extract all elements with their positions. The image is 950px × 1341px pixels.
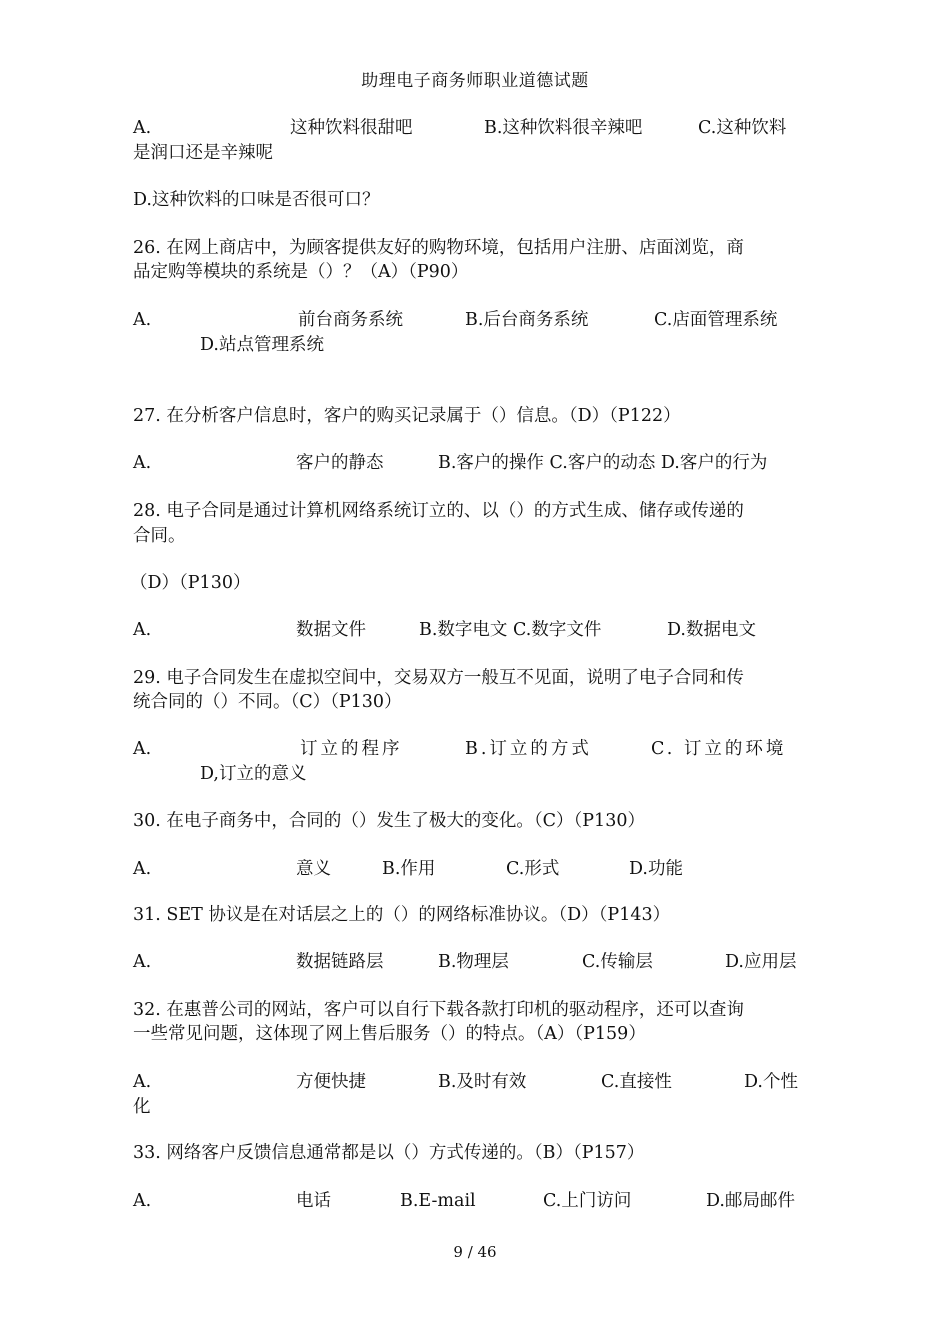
option-b: B.物理层	[438, 952, 509, 972]
option-c: C.上门访问	[543, 1191, 632, 1211]
option-a-label: A.	[133, 453, 152, 473]
option-d: D.邮局邮件	[706, 1191, 795, 1211]
option-wrap-line: 是润口还是辛辣呢	[133, 143, 273, 163]
question-26-line-2: 品定购等模块的系统是（）？（A）（P90）	[133, 262, 469, 282]
option-a: 电话	[296, 1191, 331, 1211]
option-a: 前台商务系统	[298, 310, 403, 330]
page-separator: /	[462, 1243, 478, 1261]
option-d: D.个性	[744, 1072, 798, 1092]
option-wrap-line: 化	[133, 1097, 151, 1117]
question-28-line-1: 28. 电子合同是通过计算机网络系统订立的、以（）的方式生成、储存或传递的	[133, 501, 744, 521]
question-29-line-1: 29. 电子合同发生在虚拟空间中，交易双方一般互不见面，说明了电子合同和传	[133, 668, 744, 688]
page-header: 助理电子商务师职业道德试题	[361, 71, 589, 91]
option-a: 这种饮料很甜吧	[290, 118, 413, 138]
question-30-line-1: 30. 在电子商务中，合同的（）发生了极大的变化。（C）（P130）	[133, 811, 645, 831]
question-27-line-1: 27. 在分析客户信息时，客户的购买记录属于（）信息。（D）（P122）	[133, 406, 681, 426]
option-a-label: A.	[133, 952, 152, 972]
question-32-line-2: 一些常见问题，这体现了网上售后服务（）的特点。（A）（P159）	[133, 1024, 646, 1044]
question-31-line-1: 31. SET 协议是在对话层之上的（）的网络标准协议。（D）（P143）	[133, 905, 671, 925]
option-c: C. 订立的环境	[651, 739, 787, 759]
option-a-label: A.	[133, 620, 152, 640]
option-a-label: A.	[133, 1072, 152, 1092]
option-c: C.店面管理系统	[654, 310, 778, 330]
option-a: 数据链路层	[296, 952, 384, 972]
option-bcd: B.客户的操作 C.客户的动态 D.客户的行为	[438, 453, 768, 473]
option-d: D.功能	[629, 859, 683, 879]
option-d: D.数据电文	[667, 620, 756, 640]
option-b: B.及时有效	[438, 1072, 527, 1092]
option-a-label: A.	[133, 739, 152, 759]
option-c: C.传输层	[582, 952, 653, 972]
option-a-label: A.	[133, 1191, 152, 1211]
page-current: 9	[453, 1243, 463, 1261]
option-d: D.站点管理系统	[200, 335, 324, 355]
option-b: B.这种饮料很辛辣吧	[484, 118, 643, 138]
option-a: 方便快捷	[296, 1072, 366, 1092]
option-d: D.应用层	[725, 952, 797, 972]
option-a-label: A.	[133, 859, 152, 879]
option-c: C.直接性	[601, 1072, 672, 1092]
option-b: B.作用	[382, 859, 436, 879]
question-33-line-1: 33. 网络客户反馈信息通常都是以（）方式传递的。（B）（P157）	[133, 1143, 645, 1163]
answer-line: （D）（P130）	[130, 573, 251, 593]
option-b: B.后台商务系统	[465, 310, 589, 330]
page-total: 46	[477, 1243, 497, 1261]
option-d: D,订立的意义	[200, 764, 307, 784]
option-a: 意义	[296, 859, 331, 879]
option-d-line: D.这种饮料的口味是否很可口？	[133, 190, 380, 210]
option-a-label: A.	[133, 310, 152, 330]
option-bc: B.数字电文 C.数字文件	[419, 620, 602, 640]
option-c: C.这种饮料	[698, 118, 787, 138]
question-28-line-2: 合同。	[133, 526, 186, 546]
option-b: B.订立的方式	[465, 739, 592, 759]
option-a: 订立的程序	[300, 739, 403, 759]
question-26-line-1: 26. 在网上商店中，为顾客提供友好的购物环境，包括用户注册、店面浏览，商	[133, 238, 744, 258]
question-32-line-1: 32. 在惠普公司的网站，客户可以自行下载各款打印机的驱动程序，还可以查询	[133, 1000, 744, 1020]
option-a: 客户的静态	[296, 453, 384, 473]
option-b: B.E-mail	[400, 1191, 476, 1211]
page-number	[0, 1243, 950, 1261]
option-c: C.形式	[506, 859, 560, 879]
option-a: 数据文件	[296, 620, 366, 640]
option-a-label: A.	[133, 118, 152, 138]
question-29-line-2: 统合同的（）不同。（C）（P130）	[133, 692, 402, 712]
